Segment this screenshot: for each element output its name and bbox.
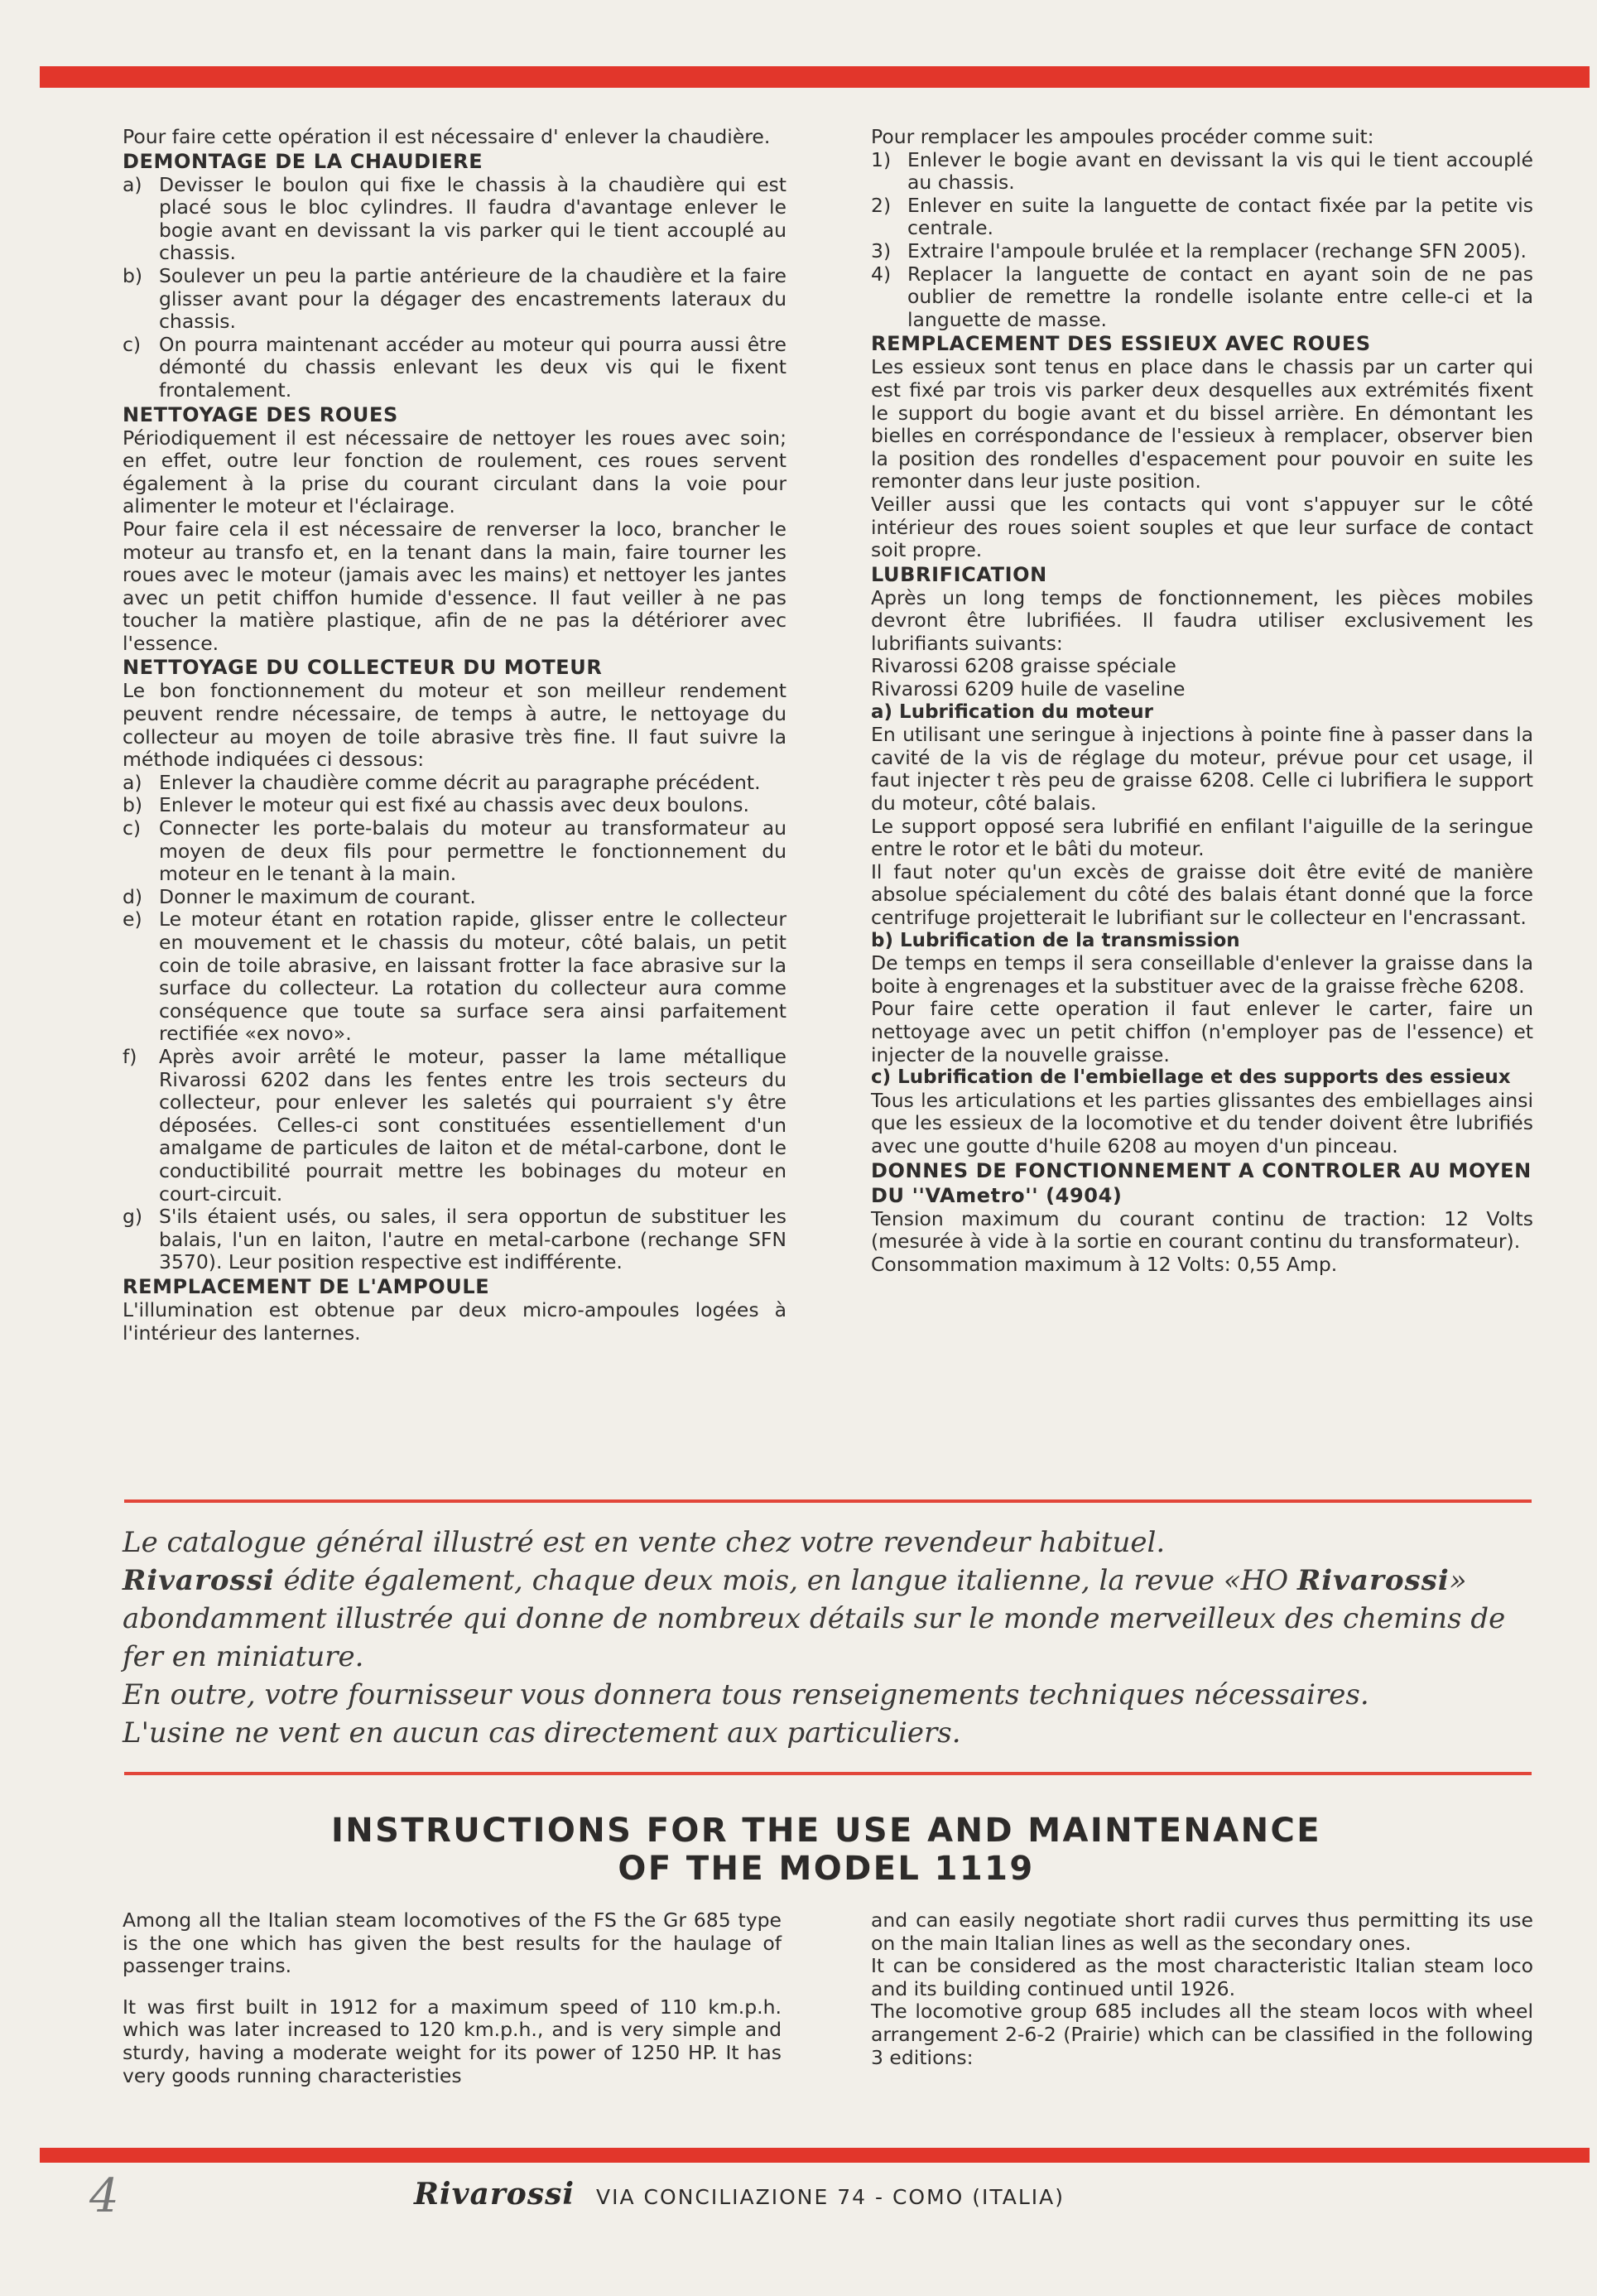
separator-line-bottom — [124, 1772, 1532, 1775]
list-item — [123, 794, 786, 817]
section-heading: REMPLACEMENT DE L'AMPOULE — [123, 1274, 490, 1298]
list-text: Enlever la chaudière comme décrit au paragraphe précédent. — [159, 770, 761, 794]
page-number: 4 — [89, 2169, 119, 2223]
footer-address: VIA CONCILIAZIONE 74 - COMO (ITALIA) — [596, 2185, 1065, 2209]
paragraph: Après un long temps de fonctionnement, les pièces mobiles devront être lubrifiées. Il faudra utiliser exclusivement les lubrifiants suivants: — [871, 585, 1533, 655]
list-text: Enlever le moteur qui est fixé au chassis avec deux boulons. — [159, 793, 749, 817]
english-paragraph: It was first built in 1912 for a maximum speed of 110 km.p.h. which was later increased to 120 km.p.h., and is very simple and sturdy, having a moderate weight for its power of 1250 HP. It has very goods running characteristies — [123, 1995, 782, 2087]
paragraph: Pour faire cela il est nécessaire de renverser la loco, brancher le moteur au transfo et, en la tenant dans la main, faire tourner les roues avec le moteur (jamais avec les mains) et nettoyer les jantes avec un petit chiffon humide d'essence. Il faut veiller à ne pas toucher la matière plastique, afin de ne pas la détériorer avec l'essence. — [123, 517, 786, 655]
top-red-band — [40, 66, 1590, 88]
list-marker: 3) — [871, 238, 892, 262]
english-paragraph: and can easily negotiate short radii curves thus permitting its use on the main Italian lines as well as the secondary ones. — [871, 1909, 1533, 1955]
section-heading: DEMONTAGE DE LA CHAUDIERE — [123, 149, 483, 173]
list-item — [123, 908, 786, 1046]
section-heading: DONNES DE FONCTIONNEMENT A CONTROLER AU MOYEN DU ''VAmetro'' (4904) — [871, 1158, 1532, 1207]
paragraph: Il faut noter qu'un excès de graisse doit être evité de manière absolue spécialement du côté des balais étant donné que la force centrifuge projetterait le lubrifiant sur le collecteur en l'encrassant. — [871, 859, 1533, 929]
paragraph: Rivarossi 6209 huile de vaseline — [871, 677, 1186, 701]
footer-address-block — [414, 2177, 1065, 2212]
rivarossi-logo: Rivarossi — [414, 2177, 575, 2212]
list-text: Le moteur étant en rotation rapide, glisser entre le collecteur en mouvement et le chassis du moteur, côté balais, un petit coin de toile abrasive, en laissant frotter la face abrasive sur la surface du collecteur. La rotation du collecteur aura comme conséquence que toute sa surface sera ainsi parfaitement rectifiée «ex novo». — [159, 907, 786, 1046]
paragraph: Tous les articulations et les parties glissantes des embiellages ainsi que les essieux de la locomotive et du tender doivent être lubrifiés avec une goutte d'huile 6208 au moyen d'un pinceau. — [871, 1088, 1533, 1158]
notice-line-fournisseur: En outre, votre fournisseur vous donnera tous renseignements techniques nécessaires. — [123, 1678, 1369, 1711]
list-text: On pourra maintenant accéder au moteur qui pourra aussi être démonté du chassis enlevant les deux vis qui le fixent frontalement. — [159, 332, 786, 402]
paragraph: Pour faire cette opération il est nécessaire d' enlever la chaudière. — [123, 125, 771, 148]
list-marker: d) — [123, 884, 143, 908]
list-marker: a) — [123, 770, 142, 794]
english-title-line2: OF THE MODEL 1119 — [618, 1850, 1035, 1888]
list-marker: e) — [123, 907, 142, 931]
list-item — [123, 1046, 786, 1206]
list-marker: 1) — [871, 147, 892, 171]
section-heading: NETTOYAGE DES ROUES — [123, 402, 398, 426]
paragraph: Pour faire cette operation il faut enlever le carter, faire un nettoyage avec un petit chiffon (n'employer pas de l'essence) et injecter de la nouvelle graisse. — [871, 997, 1533, 1066]
english-left-column — [123, 1909, 782, 2087]
subsection-heading: a) Lubrification du moteur — [871, 700, 1153, 723]
list-text: Après avoir arrêté le moteur, passer la lame métallique Rivarossi 6202 dans les fentes entre les trois secteurs du collecteur, pour enlever les saletés qui pourraient s'y être déposées. Celles-ci sont constituées essentiellement d'un amalgame de particules de laiton et de métal-carbone, dont le conductibilité pourrait mettre les bobinages du moteur en court-circuit. — [159, 1044, 786, 1206]
rivarossi-logo: Rivarossi — [123, 1564, 275, 1597]
list-marker: c) — [123, 816, 142, 840]
right-column — [871, 126, 1533, 1276]
list-item — [123, 886, 786, 909]
english-title — [123, 1812, 1530, 1888]
list-text: S'ils étaient usés, ou sales, il sera opportun de substituer les balais, l'un en laiton, l'autre en metal-carbone (rechange SFN 3570). Leur position respective est indifférente. — [159, 1205, 786, 1274]
notice-line-usine: L'usine ne vent en aucun cas directement aux particuliers. — [123, 1716, 961, 1750]
paragraph: L'illumination est obtenue par deux micro-ampoules logées à l'intérieur des lanternes. — [123, 1297, 786, 1345]
rivarossi-logo: Rivarossi — [1296, 1564, 1450, 1597]
subsection-heading: b) Lubrification de la transmission — [871, 929, 1240, 951]
bottom-red-band — [40, 2148, 1590, 2163]
notice-line-catalogue: Le catalogue général illustré est en vente chez votre revendeur habituel. — [123, 1526, 1166, 1559]
list-item — [123, 334, 786, 402]
paragraph: Le support opposé sera lubrifié en enfilant l'aiguille de la seringue entre le rotor et le bâti du moteur. — [871, 814, 1533, 861]
paragraph: Le bon fonctionnement du moteur et son meilleur rendement peuvent rendre nécessaire, de temps à autre, le nettoyage du collecteur au moyen de toile abrasive très fine. Il faut suivre la méthode indiquées ci dessous: — [123, 679, 786, 772]
subsection-heading: c) Lubrification de l'embiellage et des supports des essieux — [871, 1066, 1511, 1089]
paragraph: En utilisant une seringue à injections à pointe fine à passer dans la cavité de la vis de réglage du moteur, prévue pour cet usage, il faut injecter t rès peu de graisse 6208. Celle ci lubrifiera le support du moteur, côté balais. — [871, 723, 1533, 816]
paragraph: Tension maximum du courant continu de traction: 12 Volts (mesurée à vide à la sortie en courant continu du transformateur). — [871, 1206, 1533, 1254]
left-column — [123, 126, 786, 1345]
notice-line-description: abondamment illustrée qui donne de nombreux détails sur le monde merveilleux des chemins de fer en miniature. — [123, 1602, 1506, 1673]
list-item — [871, 195, 1533, 240]
section-heading: REMPLACEMENT DES ESSIEUX AVEC ROUES — [871, 332, 1371, 356]
paragraph: Périodiquement il est nécessaire de nettoyer les roues avec soin; en effet, outre leur fonction de roulement, ces roues servent également à la prise du courant circulant dans la voie pour alimenter le moteur et l'éclairage. — [123, 426, 786, 518]
english-right-column — [871, 1909, 1533, 2069]
list-marker: b) — [123, 263, 143, 287]
list-text: Enlever le bogie avant en devissant la vis qui le tient accouplé au chassis. — [907, 147, 1533, 195]
paragraph: Consommation maximum à 12 Volts: 0,55 Amp. — [871, 1252, 1338, 1276]
paragraph: Veiller aussi que les contacts qui vont s'appuyer sur le côté intérieur des roues soient souples et que leur surface de contact soit propre. — [871, 492, 1533, 562]
paragraph: Pour remplacer les ampoules procéder comme suit: — [871, 125, 1374, 148]
list-marker: 2) — [871, 193, 892, 217]
english-title-line1: INSTRUCTIONS FOR THE USE AND MAINTENANCE — [331, 1812, 1321, 1850]
paragraph: Les essieux sont tenus en place dans le chassis par un carter qui est fixé par trois vis parker deux desquelles aux extrémités fixent le support du bogie avant et du bissel arrière. En démontant les bielles en corréspondance de l'essieux à remplacer, observer bien la position des rondelles d'espacement pour pouvoir en suite les remonter dans leur juste position. — [871, 355, 1533, 493]
english-paragraph: The locomotive group 685 includes all the steam locos with wheel arrangement 2-6-2 (Prairie) which can be classified in the following 3 editions: — [871, 2000, 1533, 2069]
list-item — [123, 174, 786, 265]
list-text: Enlever en suite la languette de contact fixée par la petite vis centrale. — [907, 193, 1533, 240]
list-marker: b) — [123, 793, 143, 817]
list-item — [123, 817, 786, 886]
list-item — [123, 772, 786, 795]
list-marker: 4) — [871, 262, 892, 286]
list-text: Replacer la languette de contact en ayant soin de ne pas oublier de remettre la rondelle isolante entre celle-ci et la languette de masse. — [907, 262, 1533, 331]
separator-line-top — [124, 1499, 1532, 1503]
list-marker: f) — [123, 1044, 137, 1068]
list-marker: a) — [123, 172, 142, 196]
list-text: Connecter les porte-balais du moteur au transformateur au moyen de deux fils pour permettre le fonctionnement du moteur en le tenant à la main. — [159, 816, 786, 886]
list-text: Extraire l'ampoule brulée et la remplacer (rechange SFN 2005). — [907, 238, 1527, 262]
list-marker: c) — [123, 332, 142, 356]
list-text: Donner le maximum de courant. — [159, 884, 476, 908]
list-item — [871, 263, 1533, 332]
notice-line-revue: Rivarossi édite également, chaque deux mois, en langue italienne, la revue «HO Rivarossi» — [123, 1564, 1467, 1597]
list-item — [123, 1206, 786, 1274]
section-heading: LUBRIFICATION — [871, 562, 1047, 586]
list-text: Devisser le boulon qui fixe le chassis à la chaudière qui est placé sous le bloc cylindres. Il faudra d'avantage enlever le bogie avant en devissant la vis parker qui le tient accouplé au chassis. — [159, 172, 786, 265]
italic-notice — [123, 1523, 1546, 1752]
english-paragraph: Among all the Italian steam locomotives of the FS the Gr 685 type is the one which has given the best results for the haulage of passenger trains. — [123, 1909, 782, 1978]
list-marker: g) — [123, 1205, 143, 1229]
list-item — [871, 149, 1533, 195]
list-item — [871, 240, 1533, 263]
paragraph: Rivarossi 6208 graisse spéciale — [871, 654, 1176, 678]
list-item — [123, 265, 786, 334]
paragraph: De temps en temps il sera conseillable d'enlever la graisse dans la boite à engrenages et la substituer avec de la graisse frèche 6208. — [871, 951, 1533, 998]
list-text: Soulever un peu la partie antérieure de la chaudière et la faire glisser avant pour la dégager des encastrements lateraux du chassis. — [159, 263, 786, 334]
section-heading: NETTOYAGE DU COLLECTEUR DU MOTEUR — [123, 656, 603, 680]
english-paragraph: It can be considered as the most characteristic Italian steam loco and its building continued until 1926. — [871, 1954, 1533, 2000]
